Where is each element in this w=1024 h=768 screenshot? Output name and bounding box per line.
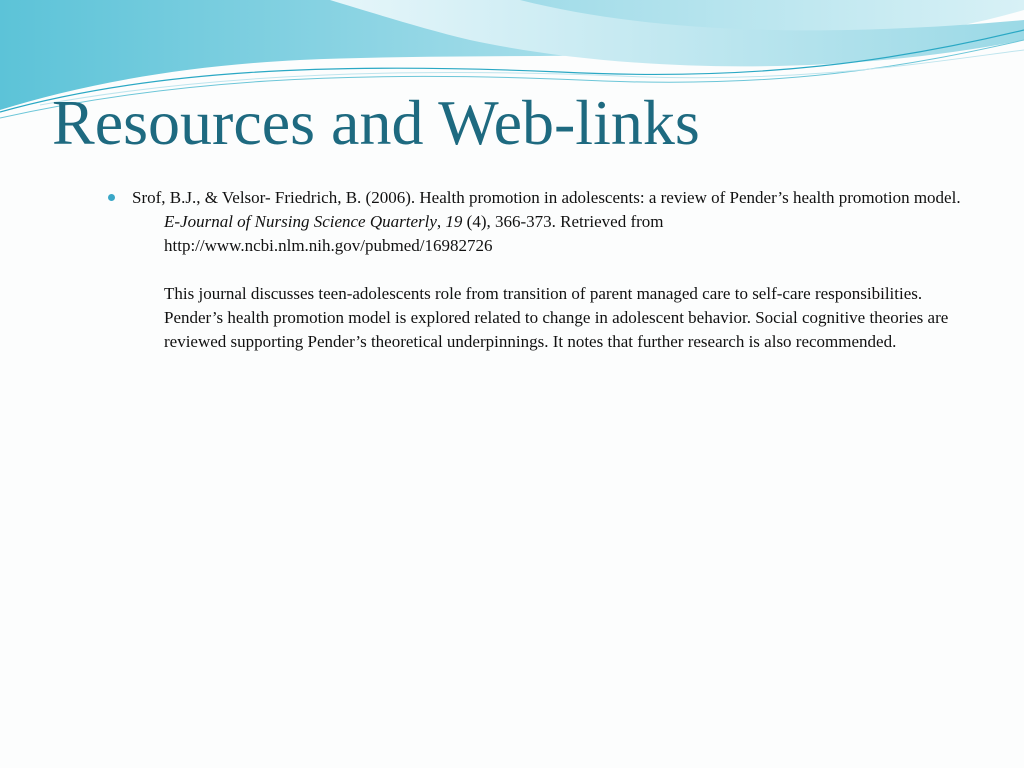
content-area: [108, 186, 968, 354]
slide-title: Resources and Web-links: [52, 87, 700, 158]
citation-separator: ,: [436, 212, 446, 231]
citation-issue-pages-url: (4), 366-373. Retrieved from http://www.ncbi.nlm.nih.gov/pubmed/16982726: [164, 212, 664, 255]
reference-list-item: [108, 186, 968, 354]
bullet-icon: [108, 194, 115, 201]
citation-authors-title: Srof, B.J., & Velsor- Friedrich, B. (2006). Health promotion in adolescents: a review of Pender’s health promotion model.: [132, 188, 961, 207]
reference-citation: [132, 186, 968, 258]
citation-volume: 19: [445, 212, 463, 231]
citation-journal: E-Journal of Nursing Science Quarterly: [164, 212, 437, 231]
reference-summary: This journal discusses teen-adolescents role from transition of parent managed care to self-care responsibilities. Pender’s health promotion model is explored related to change in adolescent behavior. Social cognitive theories are reviewed supporting Pender’s theoretical underpinnings. It notes that further research is also recommended.: [164, 284, 949, 351]
